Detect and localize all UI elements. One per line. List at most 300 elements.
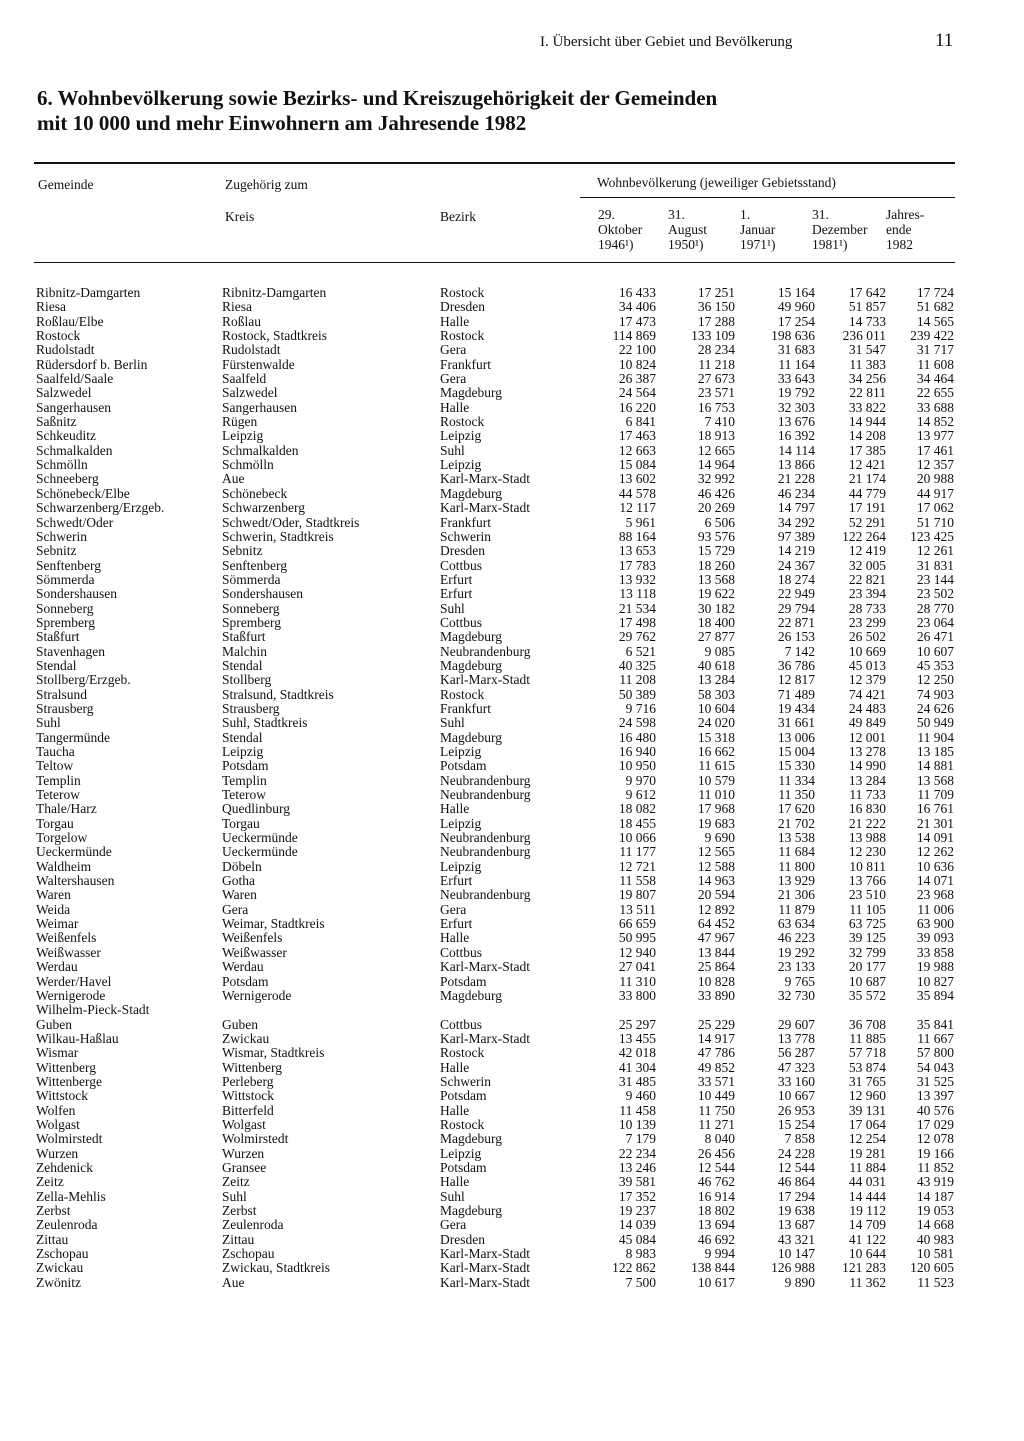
cell-gemeinde: Senftenberg [36,557,101,573]
cell-1982: 19 166 [916,1145,954,1161]
cell-1950: 19 683 [697,815,735,831]
cell-1982: 11 904 [917,729,954,745]
cell-bezirk: Rostock [440,1116,485,1132]
cell-kreis: Schmölln [222,457,274,473]
cell-gemeinde: Zschopau [36,1246,89,1262]
cell-1950: 20 594 [697,887,735,903]
cell-gemeinde: Saalfeld/Saale [36,371,114,387]
cell-1982: 13 977 [916,428,954,444]
top-rule [34,162,955,164]
cell-1981: 21 174 [848,471,886,487]
cell-1971: 11 334 [778,772,815,788]
cell-1971: 21 306 [777,887,815,903]
cell-bezirk: Frankfurt [440,356,491,372]
cell-gemeinde: Sondershausen [36,586,117,602]
cell-gemeinde: Ribnitz-Damgarten [36,285,141,300]
cell-bezirk: Suhl [440,442,465,458]
cell-bezirk: Magdeburg [440,1203,502,1218]
cell-1971: 13 538 [777,830,815,846]
table-row [0,1061,1024,1075]
cell-gemeinde: Thale/Harz [36,801,97,817]
cell-1982: 63 900 [916,916,954,932]
cell-1971: 24 228 [777,1145,815,1161]
cell-1982: 13 397 [916,1088,954,1104]
cell-1946: 18 455 [618,815,656,831]
cell-bezirk: Schwerin [440,528,491,544]
cell-bezirk: Potsdam [440,758,487,774]
cell-gemeinde: Schwerin [36,528,87,544]
cell-1982: 14 565 [916,313,954,329]
cell-bezirk: Suhl [440,600,465,616]
cell-gemeinde: Weida [36,901,71,917]
cell-1950: 33 890 [697,987,735,1003]
cell-kreis: Schwarzenberg [222,500,305,516]
cell-1971: 19 792 [777,385,815,401]
cell-1971: 46 864 [777,1174,815,1190]
cell-1950: 19 622 [697,586,735,602]
cell-bezirk: Leipzig [440,457,482,473]
cell-1982: 12 357 [916,457,954,473]
cell-1946: 11 177 [619,844,656,860]
cell-gemeinde: Wolgast [36,1116,80,1132]
cell-bezirk: Suhl [440,715,465,731]
cell-1950: 25 864 [697,959,735,975]
cell-1982: 12 250 [916,672,954,688]
table-row [0,845,1024,859]
cell-kreis: Quedlinburg [222,801,290,817]
cell-gemeinde: Wilhelm-Pieck-Stadt [36,1002,150,1018]
table-row [0,659,1024,673]
cell-kreis: Weißenfels [222,930,283,946]
cell-1982: 10 581 [916,1246,954,1262]
cell-bezirk: Halle [440,1102,470,1118]
table-row [0,874,1024,888]
cell-1971: 198 636 [771,328,815,344]
title-line-1: 6. Wohnbevölkerung sowie Bezirks- und Kreiszugehörigkeit der Gemeinden [37,86,718,110]
cell-1981: 19 112 [849,1203,886,1218]
cell-bezirk: Leipzig [440,1145,482,1161]
table-row [0,1204,1024,1218]
cell-bezirk: Karl-Marx-Stadt [440,471,530,487]
cell-1946: 11 458 [619,1102,656,1118]
cell-1946: 41 304 [618,1059,656,1075]
cell-kreis: Sangerhausen [222,399,297,415]
cell-1981: 11 362 [849,1274,886,1290]
cell-1981: 10 669 [848,643,886,659]
cell-1946: 12 721 [618,858,656,874]
cell-gemeinde: Strausberg [36,700,94,716]
table-row [0,989,1024,1003]
cell-gemeinde: Zwickau [36,1260,84,1276]
cell-kreis: Suhl, Stadtkreis [222,715,308,731]
cell-1982: 31 831 [916,557,954,573]
cell-gemeinde: Zittau [36,1231,69,1247]
cell-bezirk: Frankfurt [440,700,491,716]
table-row [0,888,1024,902]
cell-gemeinde: Schmalkalden [36,442,113,458]
table-row [0,300,1024,314]
cell-1946: 13 246 [618,1159,656,1175]
cell-bezirk: Gera [440,371,467,387]
cell-1946: 10 139 [618,1116,656,1132]
cell-1946: 7 179 [625,1131,656,1147]
table-row [0,1046,1024,1060]
cell-1950: 13 568 [697,571,735,587]
table-row [0,716,1024,730]
cell-gemeinde: Rostock [36,328,81,344]
cell-1982: 45 353 [916,657,954,673]
cell-1981: 12 254 [848,1131,886,1147]
cell-bezirk: Erfurt [440,586,473,602]
cell-gemeinde: Guben [36,1016,72,1032]
cell-1971: 11 350 [778,787,815,803]
cell-1950: 138 844 [691,1260,735,1276]
cell-1982: 33 858 [916,944,954,960]
table-row [0,860,1024,874]
cell-1971: 43 321 [777,1231,815,1247]
cell-1981: 10 644 [848,1246,886,1262]
cell-gemeinde: Zerbst [36,1203,71,1218]
cell-1981: 17 191 [848,500,886,516]
cell-1950: 9 085 [704,643,735,659]
cell-1982: 74 903 [916,686,954,702]
cell-bezirk: Rostock [440,414,485,430]
cell-gemeinde: Schwarzenberg/Erzgeb. [36,500,165,516]
cell-1971: 9 890 [784,1274,815,1290]
cell-gemeinde: Ueckermünde [36,844,112,860]
cell-1950: 47 786 [697,1045,735,1061]
cell-1946: 9 612 [625,787,656,803]
cell-gemeinde: Salzwedel [36,385,92,401]
cell-kreis: Senftenberg [222,557,287,573]
cell-1982: 44 917 [916,485,954,501]
cell-kreis: Stralsund, Stadtkreis [222,686,334,702]
header-col-1981: 31. Dezember 1981¹) [812,207,868,252]
cell-1946: 34 406 [618,299,656,315]
cell-1982: 43 919 [916,1174,954,1190]
table-row [0,372,1024,386]
cell-1946: 24 564 [618,385,656,401]
cell-kreis: Stendal [222,657,263,673]
cell-bezirk: Karl-Marx-Stadt [440,1246,530,1262]
table-row [0,415,1024,429]
cell-1946: 17 498 [618,614,656,630]
cell-1946: 9 716 [625,700,656,716]
cell-1981: 11 884 [849,1159,886,1175]
title-line-2: mit 10 000 und mehr Einwohnern am Jahresende 1982 [37,111,527,135]
table-row [0,559,1024,573]
cell-bezirk: Potsdam [440,1159,487,1175]
cell-1950: 10 617 [697,1274,735,1290]
cell-1982: 19 053 [916,1203,954,1218]
cell-1950: 18 400 [697,614,735,630]
cell-gemeinde: Werdau [36,959,78,975]
cell-1946: 31 485 [618,1073,656,1089]
cell-kreis: Guben [222,1016,258,1032]
cell-1946: 66 659 [618,916,656,932]
cell-1971: 19 292 [777,944,815,960]
cell-gemeinde: Schkeuditz [36,428,96,444]
table-row [0,645,1024,659]
cell-bezirk: Cottbus [440,614,483,630]
cell-kreis: Bitterfeld [222,1102,274,1118]
cell-1946: 44 578 [618,485,656,501]
cell-1981: 12 419 [848,543,886,559]
cell-gemeinde: Suhl [36,715,61,731]
cell-1950: 14 964 [697,457,735,473]
cell-bezirk: Gera [440,1217,467,1233]
cell-gemeinde: Stendal [36,657,77,673]
cell-1971: 21 702 [777,815,815,831]
cell-kreis: Aue [222,471,245,487]
cell-kreis: Zschopau [222,1246,275,1262]
cell-kreis: Leipzig [222,744,264,759]
cell-kreis: Leipzig [222,428,264,444]
cell-bezirk: Dresden [440,1231,485,1247]
cell-1982: 11 006 [917,901,954,917]
table-row [0,544,1024,558]
cell-1971: 12 817 [777,672,815,688]
cell-kreis: Zerbst [222,1203,257,1218]
table-row [0,702,1024,716]
cell-bezirk: Cottbus [440,944,483,960]
cell-1981: 14 208 [848,428,886,444]
table-row [0,1118,1024,1132]
cell-1950: 18 802 [697,1203,735,1218]
cell-kreis: Aue [222,1274,245,1290]
cell-gemeinde: Sebnitz [36,543,77,559]
cell-1946: 16 940 [618,744,656,759]
cell-gemeinde: Zeulenroda [36,1217,98,1233]
cell-1950: 11 218 [698,356,735,372]
cell-1946: 45 084 [618,1231,656,1247]
cell-bezirk: Leipzig [440,428,482,444]
cell-1981: 14 733 [848,313,886,329]
cell-1950: 23 571 [697,385,735,401]
table-row [0,1190,1024,1204]
cell-1982: 20 988 [916,471,954,487]
cell-1971: 17 254 [777,313,815,329]
cell-1946: 13 602 [618,471,656,487]
table-row [0,516,1024,530]
cell-1982: 51 682 [916,299,954,315]
cell-1982: 11 852 [917,1159,954,1175]
cell-1946: 25 297 [618,1016,656,1032]
cell-1982: 51 710 [916,514,954,530]
cell-1971: 24 367 [777,557,815,573]
cell-1982: 10 607 [916,643,954,659]
cell-1981: 52 291 [848,514,886,530]
cell-1946: 13 118 [619,586,656,602]
cell-bezirk: Halle [440,801,470,817]
cell-1982: 17 461 [916,442,954,458]
table-row [0,946,1024,960]
cell-bezirk: Dresden [440,543,485,559]
cell-bezirk: Halle [440,1059,470,1075]
cell-1950: 6 506 [704,514,735,530]
cell-1946: 13 653 [618,543,656,559]
cell-1946: 8 983 [625,1246,656,1262]
cell-kreis: Strausberg [222,700,280,716]
table-row [0,358,1024,372]
cell-bezirk: Neubrandenburg [440,787,531,803]
cell-bezirk: Rostock [440,328,485,344]
cell-1950: 17 968 [697,801,735,817]
cell-gemeinde: Saßnitz [36,414,77,430]
cell-1946: 27 041 [618,959,656,975]
cell-kreis: Templin [222,772,267,788]
table-row [0,530,1024,544]
cell-1950: 93 576 [697,528,735,544]
cell-gemeinde: Schneeberg [36,471,99,487]
cell-1982: 22 655 [916,385,954,401]
page-number: 11 [935,30,954,51]
cell-1950: 10 449 [697,1088,735,1104]
cell-kreis: Schwerin, Stadtkreis [222,528,334,544]
cell-1981: 12 960 [848,1088,886,1104]
cell-1971: 22 949 [777,586,815,602]
cell-1981: 12 421 [848,457,886,473]
header-col-1982: Jahres- ende 1982 [886,207,925,252]
cell-gemeinde: Wismar [36,1045,79,1061]
running-head: I. Übersicht über Gebiet und Bevölkerung [540,34,793,50]
header-kreis: Kreis [225,209,255,224]
cell-1982: 31 525 [916,1073,954,1089]
cell-1981: 22 821 [848,571,886,587]
cell-kreis: Schönebeck [222,485,288,501]
cell-1950: 24 020 [697,715,735,731]
cell-1981: 44 031 [848,1174,886,1190]
cell-1971: 12 544 [777,1159,815,1175]
cell-1946: 9 460 [625,1088,656,1104]
cell-gemeinde: Templin [36,772,81,788]
cell-gemeinde: Schmölln [36,457,88,473]
cell-gemeinde: Schönebeck/Elbe [36,485,130,501]
cell-gemeinde: Tangermünde [36,729,111,745]
cell-1950: 15 318 [697,729,735,745]
table-row [0,1261,1024,1275]
cell-1981: 23 394 [848,586,886,602]
cell-kreis: Rügen [222,414,258,430]
cell-1950: 11 010 [698,787,735,803]
cell-1971: 14 797 [777,500,815,516]
cell-1950: 11 615 [698,758,735,774]
cell-1946: 11 558 [619,873,656,889]
cell-1946: 22 100 [618,342,656,358]
cell-1946: 24 598 [618,715,656,731]
cell-1946: 5 961 [625,514,656,530]
cell-kreis: Fürstenwalde [222,356,295,372]
cell-1981: 12 230 [848,844,886,860]
cell-1981: 28 733 [848,600,886,616]
cell-1946: 50 995 [618,930,656,946]
cell-gemeinde: Schwedt/Oder [36,514,114,530]
cell-kreis: Wittstock [222,1088,274,1104]
cell-kreis: Wolgast [222,1116,266,1132]
cell-bezirk: Neubrandenburg [440,643,531,659]
cell-1971: 15 330 [777,758,815,774]
cell-1971: 97 389 [777,528,815,544]
cell-kreis: Sondershausen [222,586,303,602]
cell-1981: 11 383 [849,356,886,372]
cell-gemeinde: Wittstock [36,1088,88,1104]
cell-kreis: Rostock, Stadtkreis [222,328,327,344]
cell-1982: 50 949 [916,715,954,731]
cell-kreis: Gransee [222,1159,267,1175]
cell-1950: 20 269 [697,500,735,516]
cell-1981: 39 125 [848,930,886,946]
cell-1971: 15 164 [777,285,815,300]
cell-1981: 31 547 [848,342,886,358]
cell-1982: 16 761 [916,801,954,817]
cell-kreis: Saalfeld [222,371,267,387]
cell-kreis: Schmalkalden [222,442,299,458]
cell-1981: 74 421 [848,686,886,702]
table-row [0,472,1024,486]
table-row [0,1075,1024,1089]
cell-1971: 17 620 [777,801,815,817]
cell-bezirk: Dresden [440,299,485,315]
cell-1950: 36 150 [697,299,735,315]
cell-1981: 122 264 [842,528,886,544]
cell-kreis: Wismar, Stadtkreis [222,1045,325,1061]
cell-kreis: Potsdam [222,973,269,989]
cell-1950: 64 452 [697,916,735,932]
cell-bezirk: Rostock [440,1045,485,1061]
cell-1971: 26 153 [777,629,815,645]
cell-gemeinde: Waltershausen [36,873,115,889]
table-row [0,587,1024,601]
cell-kreis: Sonneberg [222,600,280,616]
cell-1950: 8 040 [704,1131,735,1147]
cell-1950: 13 844 [697,944,735,960]
table-row [0,917,1024,931]
table-row [0,1147,1024,1161]
cell-kreis: Werdau [222,959,264,975]
cell-1946: 7 500 [625,1274,656,1290]
cell-1971: 22 871 [777,614,815,630]
cell-gemeinde: Waldheim [36,858,92,874]
cell-bezirk: Magdeburg [440,1131,502,1147]
cell-1982: 35 841 [916,1016,954,1032]
cell-1950: 9 690 [704,830,735,846]
cell-1982: 12 262 [916,844,954,860]
cell-1950: 11 750 [698,1102,735,1118]
cell-1981: 10 811 [849,858,886,874]
cell-kreis: Wernigerode [222,987,292,1003]
cell-gemeinde: Wernigerode [36,987,106,1003]
cell-1971: 11 684 [778,844,815,860]
cell-1982: 28 770 [916,600,954,616]
cell-1946: 13 511 [619,901,656,917]
header-zugehoerig: Zugehörig zum [225,177,308,192]
cell-1950: 16 753 [697,399,735,415]
table-row [0,1233,1024,1247]
cell-gemeinde: Zehdenick [36,1159,93,1175]
table-row [0,1003,1024,1017]
table-row [0,831,1024,845]
cell-1971: 13 687 [777,1217,815,1233]
cell-kreis: Potsdam [222,758,269,774]
cell-1981: 21 222 [848,815,886,831]
cell-1981: 20 177 [848,959,886,975]
cell-1950: 14 963 [697,873,735,889]
cell-1981: 14 709 [848,1217,886,1233]
cell-1971: 13 006 [777,729,815,745]
cell-1946: 17 473 [618,313,656,329]
cell-1971: 7 142 [784,643,815,659]
cell-1982: 12 078 [916,1131,954,1147]
